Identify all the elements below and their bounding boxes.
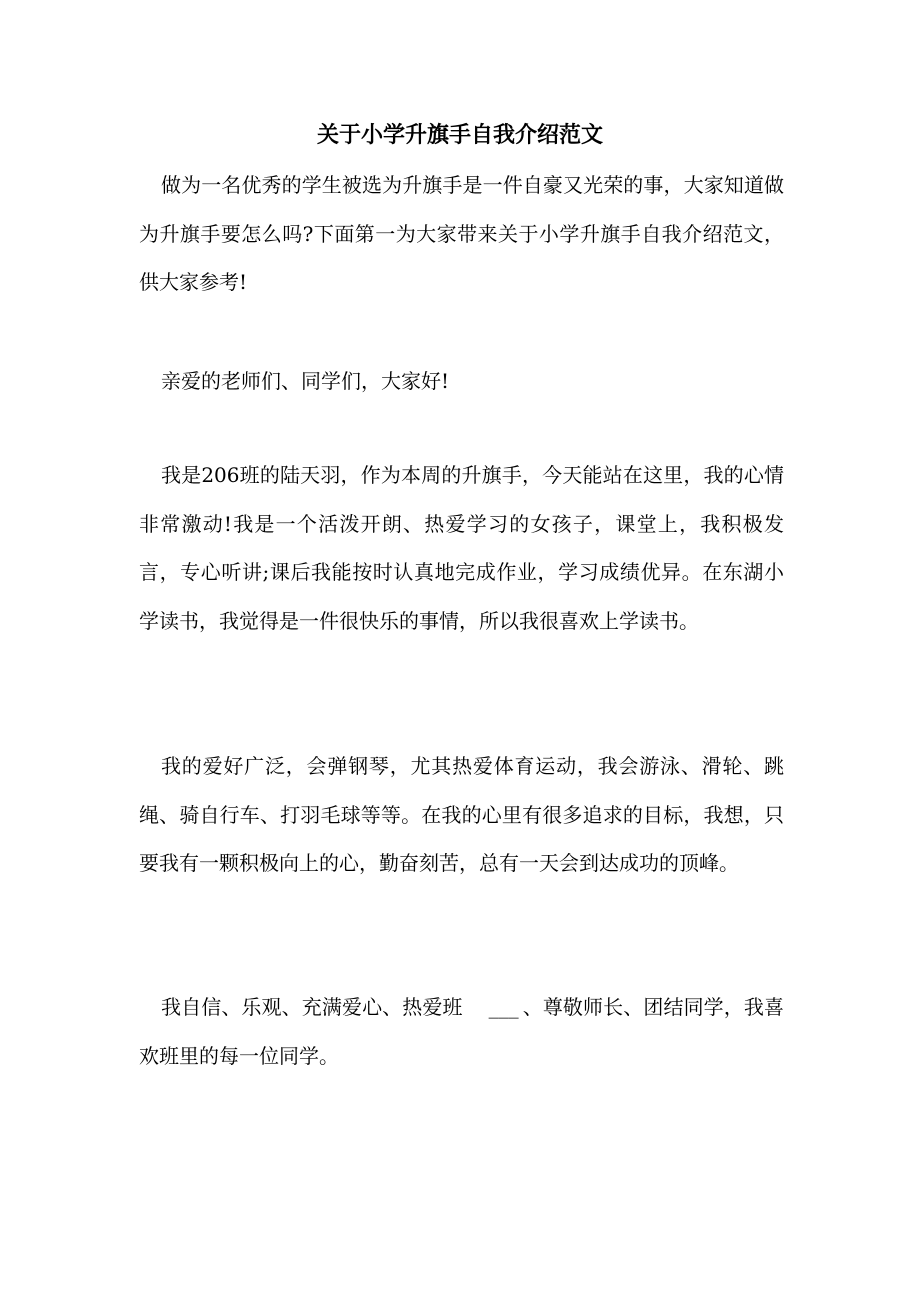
document-title: 关于小学升旗手自我介绍范文 <box>316 122 603 148</box>
traits-text-after-blank: 、尊敬师长、团结同学，我喜欢班里的每一位同学。 <box>139 995 785 1068</box>
traits-paragraph <box>139 983 784 1080</box>
hobbies-paragraph: 我的爱好广泛，会弹钢琴，尤其热爱体育运动，我会游泳、滑轮、跳绳、骑自行车、打羽毛球等等。在我的心里有很多追求的目标，我想，只要我有一颗积极向上的心，勤奋刻苦，总有一天会到达成功的顶峰。 <box>139 754 784 875</box>
fill-in-blank: ___ <box>488 995 519 1019</box>
greeting-paragraph: 亲爱的老师们、同学们，大家好! <box>161 369 450 393</box>
intro-paragraph: 做为一名优秀的学生被选为升旗手是一件自豪又光荣的事，大家知道做为升旗手要怎么吗?下面第一为大家带来关于小学升旗手自我介绍范文，供大家参考! <box>139 173 784 294</box>
self-introduction-paragraph: 我是206班的陆天羽，作为本周的升旗手，今天能站在这里，我的心情非常激动!我是一个活泼开朗、热爱学习的女孩子，课堂上，我积极发言，专心听讲;课后我能按时认真地完成作业，学习成绩优异。在东湖小学读书，我觉得是一件很快乐的事情，所以我很喜欢上学读书。 <box>139 463 784 633</box>
traits-text-before-blank: 我自信、乐观、充满爱心、热爱班 <box>161 995 463 1019</box>
